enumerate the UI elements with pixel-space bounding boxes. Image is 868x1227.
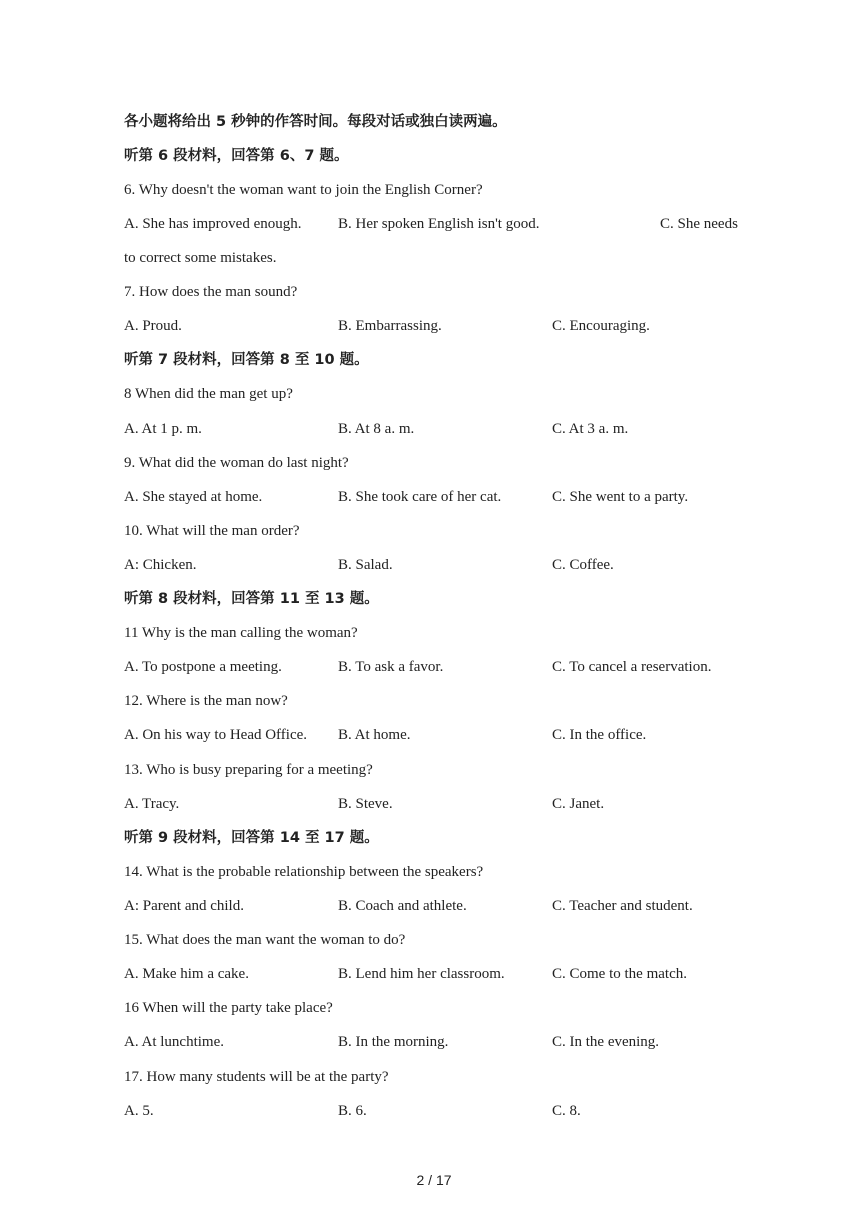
section-heading-8: 听第 8 段材料，回答第 11 至 13 题。	[124, 591, 379, 607]
question-16-option-a: A. At lunchtime.	[124, 1034, 224, 1050]
question-7-stem: 7. How does the man sound?	[124, 284, 298, 300]
question-6-option-c-continued: to correct some mistakes.	[124, 250, 277, 266]
question-11-option-b: B. To ask a favor.	[338, 659, 444, 675]
question-15-option-c: C. Come to the match.	[552, 966, 687, 982]
question-7-option-c: C. Encouraging.	[552, 318, 650, 334]
question-13-stem: 13. Who is busy preparing for a meeting?	[124, 762, 373, 778]
section-heading-7: 听第 7 段材料，回答第 8 至 10 题。	[124, 352, 369, 368]
page-number: 2 / 17	[416, 1172, 452, 1188]
question-12-stem: 12. Where is the man now?	[124, 693, 288, 709]
question-14-option-a: A: Parent and child.	[124, 898, 244, 914]
question-7-option-a: A. Proud.	[124, 318, 182, 334]
question-7-option-b: B. Embarrassing.	[338, 318, 442, 334]
question-8-stem: 8 When did the man get up?	[124, 386, 293, 402]
question-6-option-b: B. Her spoken English isn't good.	[338, 216, 540, 232]
question-6-option-a: A. She has improved enough.	[124, 216, 302, 232]
question-17-option-b: B. 6.	[338, 1103, 367, 1119]
section-heading-6: 听第 6 段材料，回答第 6、7 题。	[124, 148, 349, 164]
question-17-stem: 17. How many students will be at the party?	[124, 1069, 389, 1085]
question-14-stem: 14. What is the probable relationship between the speakers?	[124, 864, 484, 880]
question-15-option-a: A. Make him a cake.	[124, 966, 249, 982]
question-17-option-c: C. 8.	[552, 1103, 581, 1119]
question-6-stem: 6. Why doesn't the woman want to join the English Corner?	[124, 182, 483, 198]
question-9-stem: 9. What did the woman do last night?	[124, 455, 349, 471]
question-13-option-b: B. Steve.	[338, 796, 393, 812]
question-12-option-a: A. On his way to Head Office.	[124, 727, 308, 743]
question-10-option-a: A: Chicken.	[124, 557, 197, 573]
question-15-option-b: B. Lend him her classroom.	[338, 966, 505, 982]
question-16-stem: 16 When will the party take place?	[124, 1000, 333, 1016]
question-9-option-b: B. She took care of her cat.	[338, 489, 502, 505]
question-9-option-c: C. She went to a party.	[552, 489, 689, 505]
question-13-option-a: A. Tracy.	[124, 796, 180, 812]
question-6-option-c: C. She needs	[660, 216, 738, 232]
intro-instruction: 各小题将给出 5 秒钟的作答时间。每段对话或独白读两遍。	[124, 114, 507, 130]
question-14-option-c: C. Teacher and student.	[552, 898, 693, 914]
question-10-option-b: B. Salad.	[338, 557, 393, 573]
question-10-option-c: C. Coffee.	[552, 557, 614, 573]
question-8-option-c: C. At 3 a. m.	[552, 421, 629, 437]
question-15-stem: 15. What does the man want the woman to do?	[124, 932, 406, 948]
question-9-option-a: A. She stayed at home.	[124, 489, 263, 505]
question-11-option-c: C. To cancel a reservation.	[552, 659, 712, 675]
question-11-option-a: A. To postpone a meeting.	[124, 659, 282, 675]
question-14-option-b: B. Coach and athlete.	[338, 898, 467, 914]
question-12-option-c: C. In the office.	[552, 727, 647, 743]
question-16-option-b: B. In the morning.	[338, 1034, 449, 1050]
section-heading-9: 听第 9 段材料，回答第 14 至 17 题。	[124, 830, 379, 846]
question-11-stem: 11 Why is the man calling the woman?	[124, 625, 358, 641]
question-10-stem: 10. What will the man order?	[124, 523, 300, 539]
question-17-option-a: A. 5.	[124, 1103, 154, 1119]
question-16-option-c: C. In the evening.	[552, 1034, 660, 1050]
question-8-option-b: B. At 8 a. m.	[338, 421, 415, 437]
question-13-option-c: C. Janet.	[552, 796, 605, 812]
question-12-option-b: B. At home.	[338, 727, 411, 743]
question-8-option-a: A. At 1 p. m.	[124, 421, 202, 437]
